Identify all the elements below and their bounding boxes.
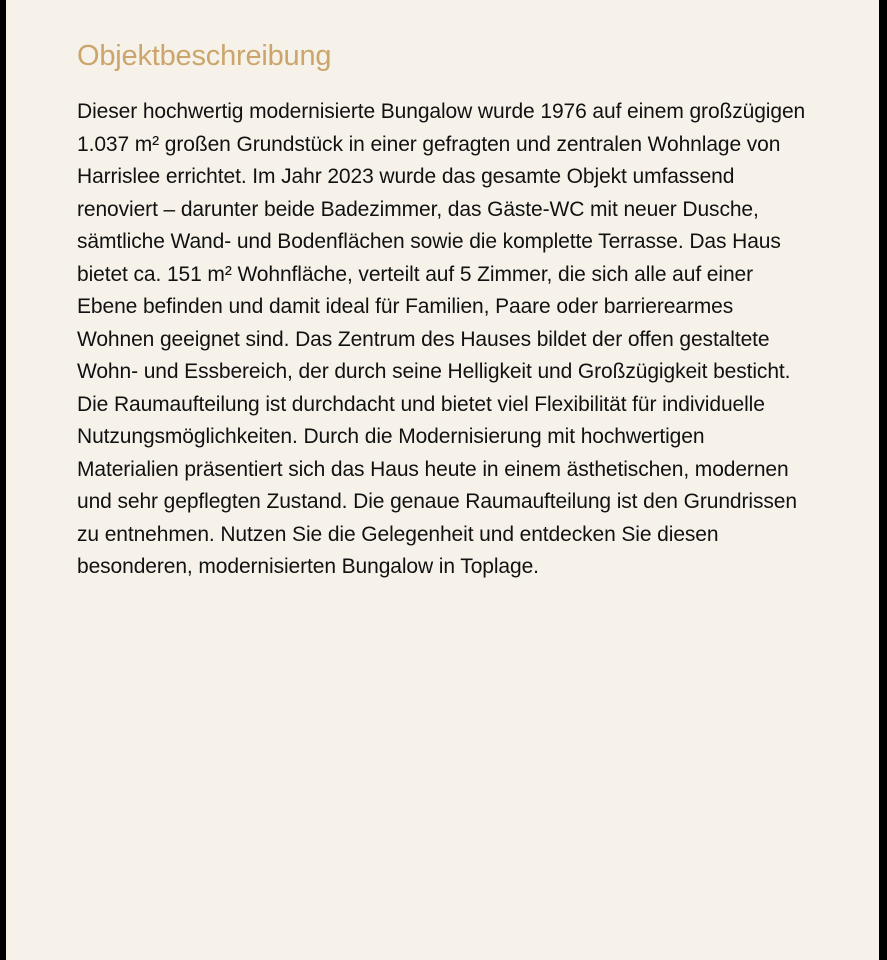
section-title: Objektbeschreibung [77,40,332,72]
description-panel [6,0,879,960]
property-description: Dieser hochwertig modernisierte Bungalow wurde 1976 auf einem großzügigen 1.037 m² großen Grundstück in einer gefragten und zentralen Wohnlage von Harrislee errichtet. Im Jahr 2023 wurde das gesamte Objekt umfassend renoviert – darunter beide Badezimmer, das Gäste-WC mit neuer Dusche, sämtliche Wand- und Bodenflächen sowie die komplette Terrasse. Das Haus bietet ca. 151 m² Wohnfläche, verteilt auf 5 Zimmer, die sich alle auf einer Ebene befinden und damit ideal für Familien, Paare oder barrierearmes Wohnen geeignet sind. Das Zentrum des Hauses bildet der offen gestaltete Wohn- und Essbereich, der durch seine Helligkeit und Großzügigkeit besticht. Die Raumaufteilung ist durchdacht und bietet viel Flexibilität für individuelle Nutzungsmöglichkeiten. Durch die Modernisierung mit hochwertigen Materialien präsentiert sich das Haus heute in einem ästhetischen, modernen und sehr gepflegten Zustand. Die genaue Raumaufteilung ist den Grundrissen zu entnehmen. Nutzen Sie die Gelegenheit und entdecken Sie diesen besonderen, modernisierten Bungalow in Toplage. [77,100,806,578]
